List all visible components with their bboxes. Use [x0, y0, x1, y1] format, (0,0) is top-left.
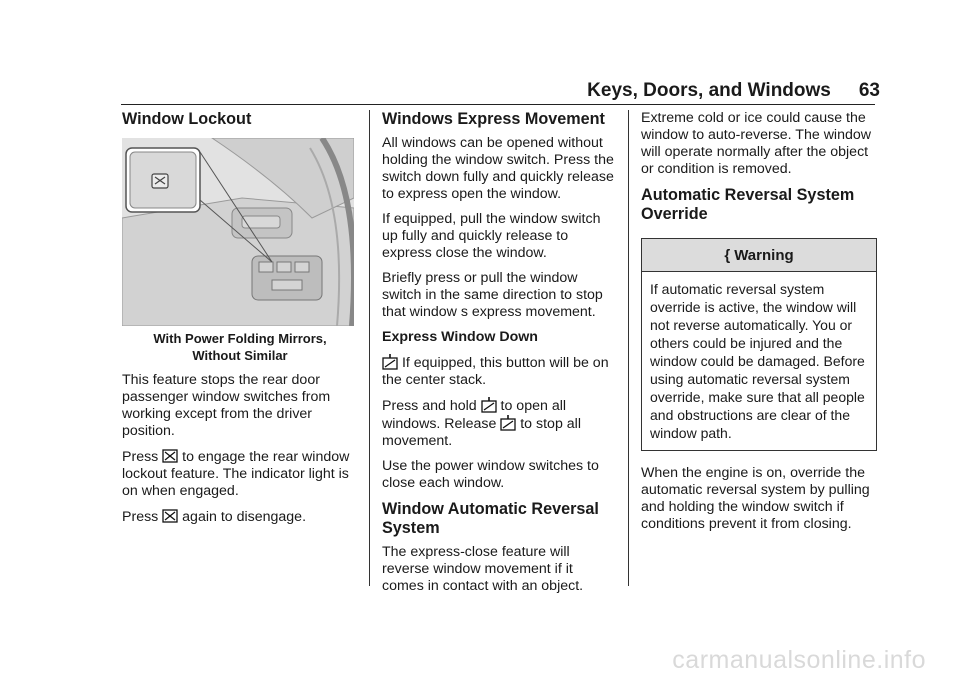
express-open-text: All windows can be opened without holding the window switch. Press the switch down fully and quickly release to express open the window. [382, 135, 614, 202]
window-lockout-icon [162, 448, 178, 464]
column-divider-2 [628, 110, 629, 586]
override-instruction-text: When the engine is on, override the automatic reversal system by pulling and holding the window switch if conditions prevent it from closing. [641, 465, 870, 532]
caption-line-1: With Power Folding Mirrors, [153, 331, 327, 346]
lockout-disengage-text: Press again to disengage. [122, 509, 307, 525]
reversal-override-heading: Automatic Reversal System Override [641, 186, 855, 223]
caption-line-2: Without Similar [192, 348, 288, 363]
lockout-description: This feature stops the rear door passenger window switches from working except from the driver position. [122, 372, 331, 439]
express-stop-text: Briefly press or pull the window switch in the same direction to stop that window s express movement. [382, 270, 603, 320]
express-window-down-icon [382, 354, 398, 370]
window-lockout-icon [162, 508, 178, 524]
column-1 [122, 110, 358, 534]
express-window-down-icon [481, 397, 497, 413]
warning-header [642, 239, 876, 272]
window-lockout-heading: Window Lockout [122, 110, 252, 128]
lockout-engage-text: Press to engage the rear window lockout feature. The indicator light is on when engaged. [122, 449, 350, 499]
automatic-reversal-text: The express-close feature will reverse window movement if it comes in contact with an object. [382, 544, 584, 594]
page-header [0, 80, 880, 102]
column-2 [382, 110, 618, 603]
warning-title: Warning [734, 246, 794, 264]
door-switch-illustration [122, 138, 354, 326]
automatic-reversal-heading: Window Automatic Reversal System [382, 500, 599, 537]
express-down-location-text: If equipped, this button will be on the center stack. [382, 355, 609, 388]
column-divider-1 [369, 110, 370, 586]
express-window-down-icon [500, 415, 516, 431]
warning-text: If automatic reversal system override is active, the window will not reverse automatically. You or others could be injured and the window could be damaged. Before using automatic reversal system override, make sure that all people and obstructions are clear of the window path. [650, 281, 865, 441]
header-rule [121, 104, 875, 105]
cold-ice-text: Extreme cold or ice could cause the window to auto-reverse. The window will operate normally after the object or condition is removed. [641, 110, 872, 177]
column-3 [641, 110, 877, 541]
express-close-text: If equipped, pull the window switch up fully and quickly release to express close the window. [382, 211, 601, 261]
express-window-down-subhead: Express Window Down [382, 329, 538, 345]
power-switch-close-text: Use the power window switches to close each window. [382, 458, 599, 491]
warning-box [641, 238, 877, 451]
watermark: carmanualsonline.info [672, 646, 926, 674]
express-movement-heading: Windows Express Movement [382, 110, 605, 128]
express-down-usage-text: Press and hold to open all windows. Release to stop all movement. [382, 398, 581, 449]
section-title: Keys, Doors, and Windows [587, 80, 831, 101]
figure-caption [122, 330, 358, 364]
door-panel-drawing [122, 138, 354, 326]
page-number: 63 [858, 80, 880, 101]
warning-icon: { [724, 246, 731, 264]
